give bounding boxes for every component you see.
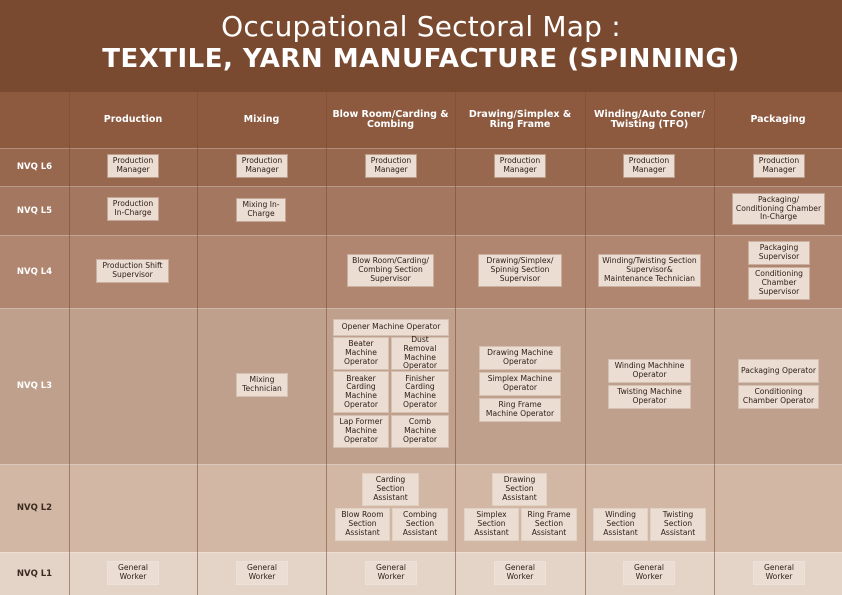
role-box: Simplex Machine Operator bbox=[480, 373, 560, 395]
row-divider bbox=[0, 235, 842, 236]
column-divider bbox=[714, 92, 715, 595]
role-box: General Worker bbox=[237, 562, 287, 584]
role-box: Conditioning Chamber Operator bbox=[739, 386, 818, 408]
role-box: Comb Machine Operator bbox=[392, 416, 448, 447]
column-header-packaging: Packaging bbox=[750, 114, 806, 126]
row-header-l3: NVQ L3 bbox=[16, 381, 53, 391]
column-divider bbox=[69, 92, 70, 595]
row-header-l4: NVQ L4 bbox=[16, 266, 53, 277]
row-header-l6: NVQ L6 bbox=[16, 162, 53, 172]
title-line-1: Occupational Sectoral Map : bbox=[221, 10, 621, 43]
role-box: Blow Room Section Assistant bbox=[336, 509, 389, 540]
role-box: Mixing In-Charge bbox=[237, 199, 285, 221]
role-box: Production Manager bbox=[754, 155, 804, 177]
role-box: General Worker bbox=[366, 562, 416, 584]
role-box: General Worker bbox=[624, 562, 674, 584]
role-box: Blow Room/Carding/ Combing Section Supervisor bbox=[348, 255, 433, 286]
column-divider bbox=[455, 92, 456, 595]
title-line-2: TEXTILE, YARN MANUFACTURE (SPINNING) bbox=[102, 44, 740, 74]
row-divider bbox=[0, 148, 842, 149]
row-divider bbox=[0, 308, 842, 309]
role-box: Packaging Supervisor bbox=[749, 242, 809, 264]
role-box: Packaging/ Conditioning Chamber In-Charge bbox=[733, 194, 824, 224]
role-box: Opener Machine Operator bbox=[334, 320, 448, 335]
role-box: Production Shift Supervisor bbox=[97, 260, 168, 282]
row-header-l1: NVQ L1 bbox=[16, 568, 53, 579]
role-box: Winding Machhine Operator bbox=[609, 360, 690, 382]
column-divider bbox=[197, 92, 198, 595]
role-box: Ring Frame Section Assistant bbox=[522, 509, 576, 540]
role-box: Production Manager bbox=[108, 155, 158, 177]
row-header-l5: NVQ L5 bbox=[16, 205, 53, 216]
role-box: Finisher Carding Machine Operator bbox=[392, 372, 448, 412]
row-divider bbox=[0, 552, 842, 553]
role-box: Production Manager bbox=[366, 155, 416, 177]
column-header-blowroom: Blow Room/Carding & Combing bbox=[332, 109, 449, 130]
role-box: Ring Frame Machine Operator bbox=[480, 399, 560, 421]
row-header-l2: NVQ L2 bbox=[16, 503, 53, 513]
role-box: Drawing/Simplex/ Spinnig Section Supervisor bbox=[479, 255, 561, 286]
row-divider bbox=[0, 186, 842, 187]
role-box: Production Manager bbox=[624, 155, 674, 177]
role-box: Winding Section Assistant bbox=[594, 509, 647, 540]
column-header-mixing: Mixing bbox=[243, 114, 280, 126]
role-box: Production Manager bbox=[237, 155, 287, 177]
role-box: Drawing Machine Operator bbox=[480, 347, 560, 369]
role-box: Production Manager bbox=[495, 155, 545, 177]
role-box: Combing Section Assistant bbox=[393, 509, 447, 540]
role-box: Breaker Carding Machine Operator bbox=[334, 372, 388, 412]
role-box: Winding/Twisting Section Supervisor& Maintenance Technician bbox=[599, 255, 700, 286]
row-divider bbox=[0, 464, 842, 465]
role-box: Packaging Operator bbox=[739, 360, 818, 382]
role-box: General Worker bbox=[754, 562, 804, 584]
role-box: General Worker bbox=[108, 562, 158, 584]
role-box: General Worker bbox=[495, 562, 545, 584]
title-band bbox=[0, 0, 842, 92]
role-box: Beater Machine Operator bbox=[334, 338, 388, 369]
role-box: Drawing Section Assistant bbox=[493, 474, 546, 505]
role-box: Carding Section Assistant bbox=[363, 474, 418, 505]
column-header-winding: Winding/Auto Coner/ Twisting (TFO) bbox=[594, 109, 705, 130]
column-header-production: Production bbox=[103, 114, 163, 126]
column-header-drawing: Drawing/Simplex & Ring Frame bbox=[468, 109, 572, 130]
role-box: Conditioning Chamber Supervisor bbox=[749, 268, 809, 299]
role-box: Mixing Technician bbox=[237, 374, 287, 396]
role-box: Twisting Machine Operator bbox=[609, 386, 690, 408]
role-box: Production In-Charge bbox=[108, 198, 158, 220]
column-divider bbox=[585, 92, 586, 595]
role-box: Twisting Section Assistant bbox=[651, 509, 705, 540]
role-box: Simplex Section Assistant bbox=[465, 509, 518, 540]
role-box: Lap Former Machine Operator bbox=[334, 416, 388, 447]
column-divider bbox=[326, 92, 327, 595]
role-box: Dust Removal Machine Operator bbox=[392, 338, 448, 369]
